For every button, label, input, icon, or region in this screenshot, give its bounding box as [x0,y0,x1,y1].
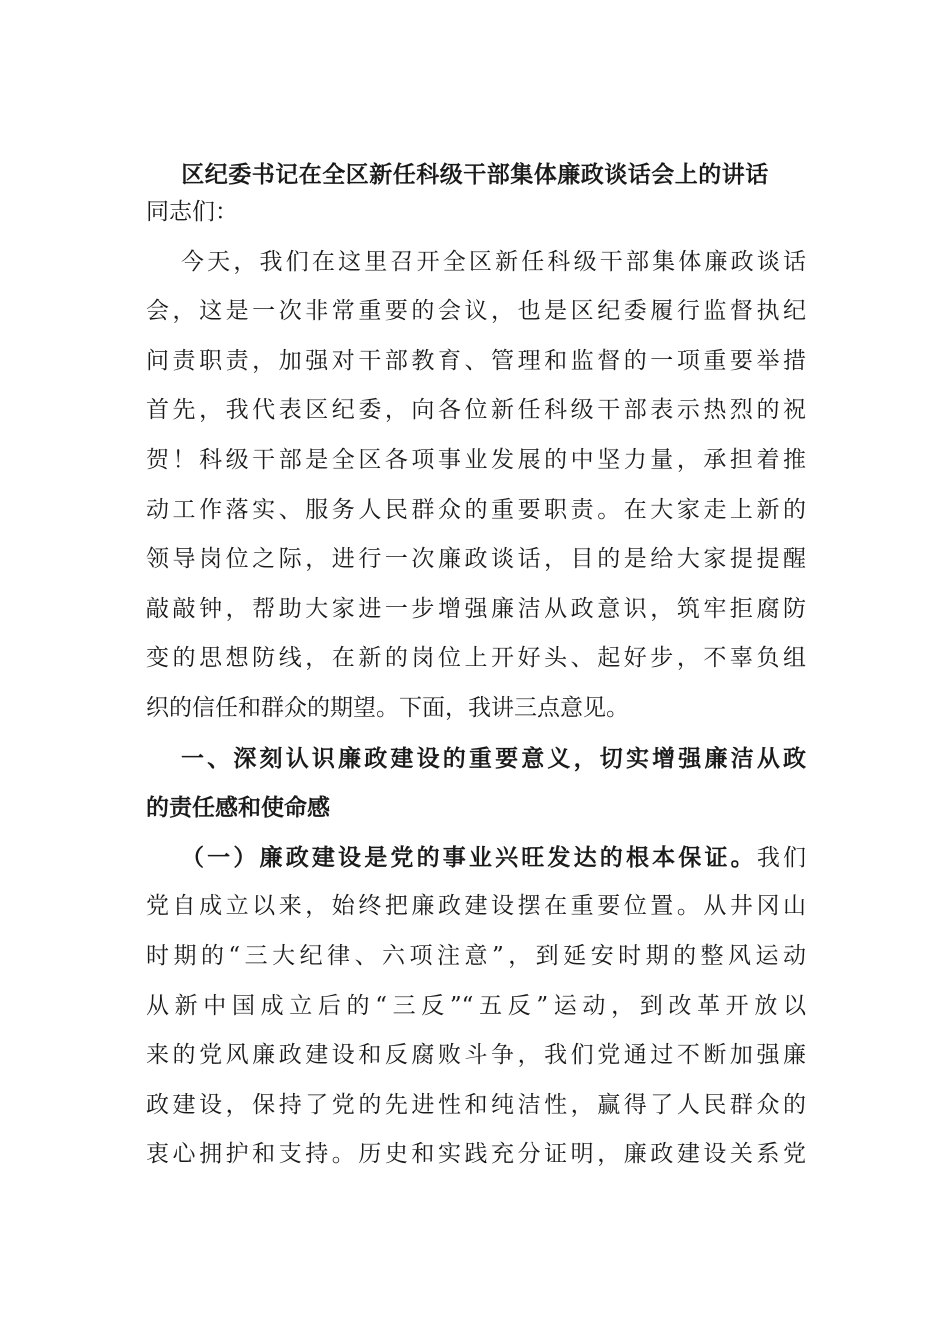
paragraph-line: 时期的“三大纪律、六项注意”，到延安时期的整风运动 [146,942,806,969]
paragraph-line: 动工作落实、服务人民群众的重要职责。在大家走上新的 [146,496,806,523]
paragraph-line: 来的党风廉政建设和反腐败斗争，我们党通过不断加强廉 [146,1042,806,1069]
paragraph-line: 从新中国成立后的“三反”“五反”运动，到改革开放以 [146,992,806,1019]
paragraph-line: 敲敲钟，帮助大家进一步增强廉洁从政意识，筑牢拒腐防 [146,595,806,622]
paragraph-line: 变的思想防线，在新的岗位上开好头、起好步，不辜负组 [146,645,806,672]
paragraph-line: 领导岗位之际，进行一次廉政谈话，目的是给大家提提醒 [146,546,806,573]
paragraph-line: 党自成立以来，始终把廉政建设摆在重要位置。从井冈山 [146,893,806,920]
paragraph-line: 衷心拥护和支持。历史和实践充分证明，廉政建设关系党 [146,1141,806,1168]
document-title: 区纪委书记在全区新任科级干部集体廉政谈话会上的讲话 [181,161,769,188]
subsection-line [146,833,806,883]
subsection-text: 我们 [756,844,807,871]
paragraph-line: 今天，我们在这里召开全区新任科级干部集体廉政谈话 [181,248,806,275]
paragraph-line: 织的信任和群众的期望。下面，我讲三点意见。 [146,694,629,721]
paragraph-line: 贺！科级干部是全区各项事业发展的中坚力量，承担着推 [146,446,806,473]
salutation: 同志们： [146,199,238,225]
paragraph-line: 政建设，保持了党的先进性和纯洁性，赢得了人民群众的 [146,1091,806,1118]
section-heading: 一、深刻认识廉政建设的重要意义，切实增强廉洁从政 [181,744,806,772]
document-body [146,188,806,1180]
paragraph-line: 会，这是一次非常重要的会议，也是区纪委履行监督执纪 [146,298,806,325]
paragraph-line: 问责职责，加强对干部教育、管理和监督的一项重要举措 [146,347,806,374]
section-heading-continued: 的责任感和使命感 [146,794,330,822]
subsection-heading: （一）廉政建设是党的事业兴旺发达的根本保证。 [181,843,757,871]
paragraph-line: 首先，我代表区纪委，向各位新任科级干部表示热烈的祝 [146,397,806,424]
